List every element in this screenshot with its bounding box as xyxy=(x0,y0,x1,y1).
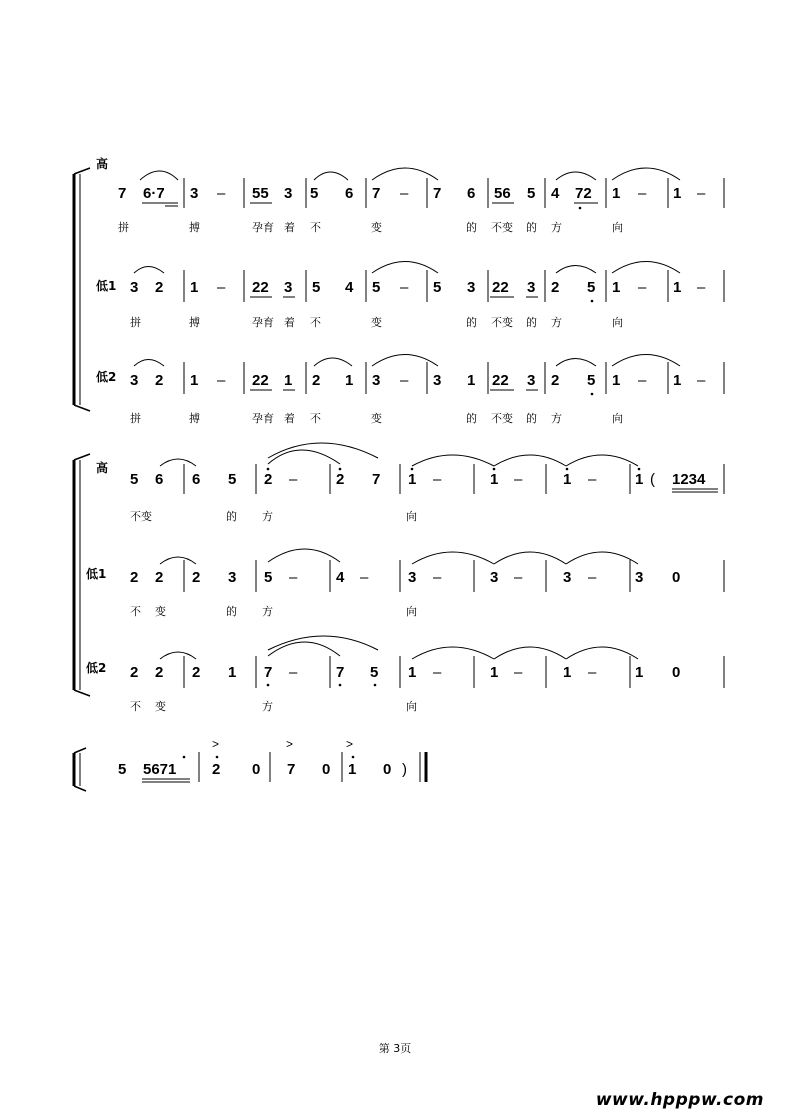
note: 1 xyxy=(190,279,199,296)
lyric: 变 xyxy=(155,700,166,713)
dash: – xyxy=(638,372,647,389)
system-2-low1-marks xyxy=(160,549,638,564)
note: 3 xyxy=(284,185,293,202)
note: 5 xyxy=(264,569,273,586)
system-2-low2-marks xyxy=(160,636,638,659)
note: 0 xyxy=(383,761,392,778)
system-3-accents xyxy=(212,737,353,751)
note: 3 xyxy=(284,279,293,296)
dash: – xyxy=(360,569,369,586)
system-2-low2-lyrics xyxy=(130,699,417,713)
lyric: 拼 xyxy=(118,221,129,234)
note: 2 xyxy=(551,372,560,389)
lyric: 的 xyxy=(466,412,477,425)
note: 7 xyxy=(372,185,381,202)
lyric: 变 xyxy=(371,412,382,425)
system-2-low2-notes xyxy=(130,664,680,681)
note: 7 xyxy=(372,471,381,488)
lyric: 孕育 xyxy=(252,316,274,329)
dash: – xyxy=(514,569,523,586)
part-label-high: 高 xyxy=(96,461,109,475)
lyric: 向 xyxy=(406,605,417,618)
lyric: 孕育 xyxy=(252,412,274,425)
accent-mark: > xyxy=(212,737,220,751)
lyric: 搏 xyxy=(189,221,200,234)
note: 0 xyxy=(672,664,681,681)
system-3-bracket xyxy=(74,748,86,791)
dash: – xyxy=(289,664,298,681)
note: 3 xyxy=(228,569,237,586)
lyric: 方 xyxy=(262,605,273,618)
note: 1 xyxy=(635,471,644,488)
system-1-low2-lyrics xyxy=(130,411,623,425)
dash: – xyxy=(514,664,523,681)
paren-close: ) xyxy=(402,761,407,778)
lyric: 向 xyxy=(612,221,623,234)
note: 3 xyxy=(467,279,476,296)
note: 1 xyxy=(408,664,417,681)
note: 6 xyxy=(155,471,164,488)
note: 7 xyxy=(336,664,345,681)
note: 3 xyxy=(433,372,442,389)
note: 3 xyxy=(372,372,381,389)
system-1-high-notes xyxy=(118,185,706,202)
octave-dot xyxy=(591,393,594,396)
note: 0 xyxy=(672,569,681,586)
system-1-bracket xyxy=(74,168,90,411)
dash: – xyxy=(697,279,706,296)
note: 0 xyxy=(252,761,261,778)
lyric: 向 xyxy=(612,316,623,329)
lyric: 的 xyxy=(466,316,477,329)
note: 1 xyxy=(408,471,417,488)
octave-dot xyxy=(579,207,582,210)
page-number: 第 3页 xyxy=(378,1042,412,1055)
note: 72 xyxy=(575,185,592,202)
part-label-low2: 低2 xyxy=(86,661,107,675)
note: 4 xyxy=(336,569,345,586)
octave-dot xyxy=(591,300,594,303)
note: 3 xyxy=(490,569,499,586)
dash: – xyxy=(400,279,409,296)
note: 6 xyxy=(192,471,201,488)
note: 1 xyxy=(190,372,199,389)
dash: – xyxy=(217,372,226,389)
note: 1 xyxy=(490,471,499,488)
system-3-marks xyxy=(142,779,190,782)
dash: – xyxy=(400,185,409,202)
lyric: 孕育 xyxy=(252,221,274,234)
lyric: 搏 xyxy=(189,412,200,425)
note: 2 xyxy=(264,471,273,488)
note: 3 xyxy=(190,185,199,202)
note: 2 xyxy=(336,471,345,488)
note: 2 xyxy=(130,664,139,681)
lyric: 不变 xyxy=(491,316,513,329)
system-2-low1-notes xyxy=(130,569,680,586)
lyric: 不 xyxy=(310,412,321,425)
note: 1 xyxy=(345,372,354,389)
lyric: 的 xyxy=(226,605,237,618)
system-2-high-lyrics xyxy=(130,509,417,523)
dash: – xyxy=(433,471,442,488)
system-1-low1-lyrics xyxy=(130,315,623,329)
dash: – xyxy=(433,569,442,586)
system-2-high-dots xyxy=(267,468,641,471)
note: 2 xyxy=(212,761,221,778)
note: 1 xyxy=(467,372,476,389)
dash: – xyxy=(697,372,706,389)
system-1-low2-notes xyxy=(130,372,706,389)
note: 2 xyxy=(155,372,164,389)
lyric: 搏 xyxy=(189,316,200,329)
lyric: 向 xyxy=(612,412,623,425)
lyric: 着 xyxy=(284,412,295,425)
system-3-barlines xyxy=(199,752,426,782)
note: 7 xyxy=(264,664,273,681)
lyric: 的 xyxy=(466,221,477,234)
note: 56 xyxy=(494,185,511,202)
note: 4 xyxy=(551,185,560,202)
lyric: 方 xyxy=(551,412,562,425)
dash: – xyxy=(217,185,226,202)
system-1-low1-notes xyxy=(130,279,706,296)
note: 1 xyxy=(284,372,293,389)
lyric: 不变 xyxy=(491,412,513,425)
dash: – xyxy=(514,471,523,488)
dash: – xyxy=(289,569,298,586)
lyric: 向 xyxy=(406,510,417,523)
note: 1 xyxy=(673,185,682,202)
note: 3 xyxy=(635,569,644,586)
note: 4 xyxy=(345,279,354,296)
note: 3 xyxy=(527,279,536,296)
note: 22 xyxy=(252,279,269,296)
system-2-low2-dots xyxy=(267,684,377,687)
lyric: 不变 xyxy=(130,510,152,523)
note: 3 xyxy=(527,372,536,389)
dash: – xyxy=(289,471,298,488)
note: 2 xyxy=(312,372,321,389)
part-label-low1: 低1 xyxy=(96,279,117,293)
note: 6 xyxy=(345,185,354,202)
accent-mark: > xyxy=(346,737,354,751)
note: 5 xyxy=(527,185,536,202)
note: 5 xyxy=(228,471,237,488)
lyric: 方 xyxy=(551,316,562,329)
lyric: 不变 xyxy=(491,221,513,234)
note: 0 xyxy=(322,761,331,778)
dash: – xyxy=(697,185,706,202)
note: 2 xyxy=(155,569,164,586)
note: 2 xyxy=(551,279,560,296)
note: 3 xyxy=(563,569,572,586)
note: 3 xyxy=(408,569,417,586)
note: 5 xyxy=(370,664,379,681)
dash: – xyxy=(400,372,409,389)
note: 22 xyxy=(492,279,509,296)
system-3-dots xyxy=(183,756,355,759)
note: 22 xyxy=(252,372,269,389)
lyric: 着 xyxy=(284,316,295,329)
note: 6 xyxy=(467,185,476,202)
note: 2 xyxy=(130,569,139,586)
lyric: 不 xyxy=(130,605,141,618)
note: 1 xyxy=(563,664,572,681)
note: 5 xyxy=(312,279,321,296)
note: 7 xyxy=(287,761,296,778)
note: 5 xyxy=(587,279,596,296)
lyric: 拼 xyxy=(130,412,141,425)
system-2-low1-lyrics xyxy=(130,604,417,618)
dash: – xyxy=(638,279,647,296)
note: 5 xyxy=(372,279,381,296)
note: 5 xyxy=(130,471,139,488)
lyric: 变 xyxy=(371,221,382,234)
paren-open: ( xyxy=(650,471,655,488)
note: 1 xyxy=(348,761,357,778)
note: 5 xyxy=(310,185,319,202)
lyric: 方 xyxy=(551,221,562,234)
note: 1 xyxy=(612,279,621,296)
note: 5 xyxy=(587,372,596,389)
accent-mark: > xyxy=(286,737,294,751)
lyric: 不 xyxy=(130,700,141,713)
note: 1 xyxy=(563,471,572,488)
note: 55 xyxy=(252,185,269,202)
note: 3 xyxy=(130,279,139,296)
lyric: 变 xyxy=(155,605,166,618)
lyric: 方 xyxy=(262,510,273,523)
note: 5671 xyxy=(143,761,177,778)
dash: – xyxy=(638,185,647,202)
note: 1 xyxy=(635,664,644,681)
dash: – xyxy=(588,569,597,586)
system-1-high-lyrics xyxy=(118,220,623,234)
lyric: 着 xyxy=(284,221,295,234)
note: 7 xyxy=(118,185,127,202)
lyric: 向 xyxy=(406,700,417,713)
system-2-high-notes xyxy=(130,471,706,488)
note: 1234 xyxy=(672,471,706,488)
note: 1 xyxy=(673,279,682,296)
note: 2 xyxy=(192,569,201,586)
lyric: 变 xyxy=(371,316,382,329)
system-3-notes xyxy=(118,761,407,778)
note: 7 xyxy=(433,185,442,202)
note: 2 xyxy=(155,279,164,296)
note: 2 xyxy=(155,664,164,681)
note: 1 xyxy=(612,372,621,389)
watermark-url: www.hpppw.com xyxy=(595,1090,764,1110)
lyric: 不 xyxy=(310,316,321,329)
lyric: 的 xyxy=(526,412,537,425)
note: 5 xyxy=(433,279,442,296)
note: 5 xyxy=(118,761,127,778)
note: 1 xyxy=(490,664,499,681)
lyric: 不 xyxy=(310,221,321,234)
lyric: 方 xyxy=(262,700,273,713)
note: 6·7 xyxy=(143,185,165,202)
lyric: 的 xyxy=(226,510,237,523)
note: 1 xyxy=(673,372,682,389)
dash: – xyxy=(588,664,597,681)
part-label-low2: 低2 xyxy=(96,370,117,384)
note: 3 xyxy=(130,372,139,389)
note: 2 xyxy=(192,664,201,681)
lyric: 的 xyxy=(526,316,537,329)
lyric: 拼 xyxy=(130,316,141,329)
lyric: 的 xyxy=(526,221,537,234)
note: 1 xyxy=(228,664,237,681)
note: 1 xyxy=(612,185,621,202)
dash: – xyxy=(588,471,597,488)
part-label-low1: 低1 xyxy=(86,567,107,581)
dash: – xyxy=(433,664,442,681)
dash: – xyxy=(217,279,226,296)
part-label-high: 高 xyxy=(96,157,109,171)
note: 22 xyxy=(492,372,509,389)
